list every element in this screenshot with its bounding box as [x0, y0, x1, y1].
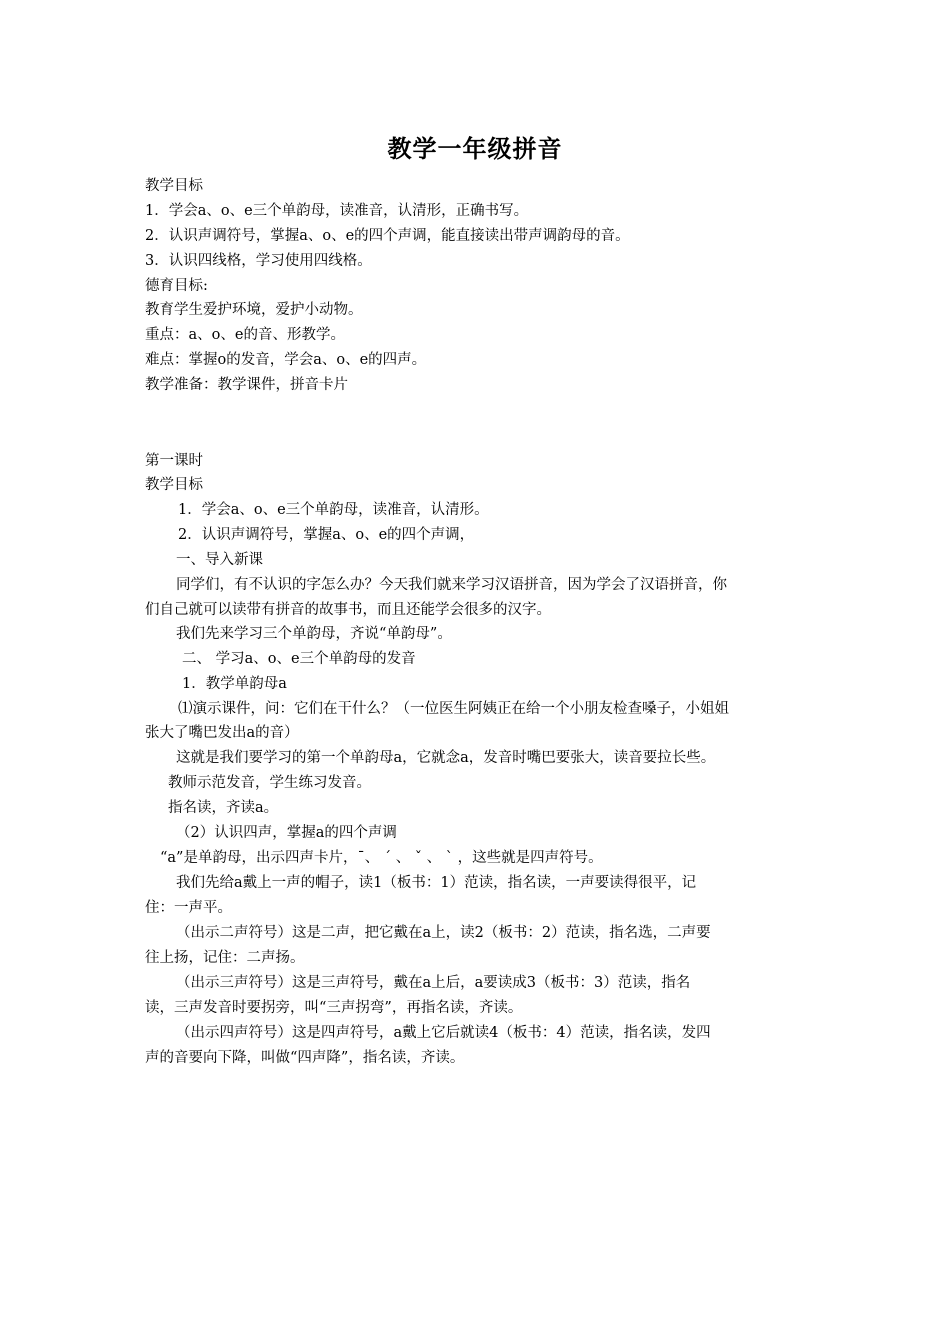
text-line: 教学目标 [145, 477, 203, 493]
text-line: 一、导入新课 [176, 552, 263, 568]
text-line: ⑴演示课件，问：它们在干什么？（一位医生阿姨正在给一个小朋友检查嗓子，小姐姐 [178, 701, 729, 717]
text-line: 二、 学习a、o、e三个单韵母的发音 [182, 651, 416, 667]
text-line: 们自己就可以读带有拼音的故事书，而且还能学会很多的汉字。 [145, 602, 551, 618]
text-line: 2．认识声调符号，掌握a、o、e的四个声调， [178, 527, 475, 543]
text-line: 我们先来学习三个单韵母，齐说“单韵母”。 [176, 626, 452, 642]
text-line: 我们先给a戴上一声的帽子，读1（板书：1）范读，指名读，一声要读得很平，记 [176, 875, 697, 891]
text-line: 这就是我们要学习的第一个单韵母a，它就念a，发音时嘴巴要张大，读音要拉长些。 [176, 750, 716, 766]
text-line: 1．教学单韵母a [182, 676, 287, 692]
text-line: 难点：掌握o的发音，学会a、o、e的四声。 [145, 352, 427, 368]
text-line: 德育目标: [145, 278, 208, 294]
text-line: 1．学会a、o、e三个单韵母，读准音，认清形。 [178, 502, 489, 518]
text-line: 教学准备：教学课件，拼音卡片 [145, 377, 348, 393]
text-line: 重点：a、o、e的音、形教学。 [145, 327, 345, 343]
text-line: 声的音要向下降，叫做“四声降”，指名读，齐读。 [145, 1050, 465, 1066]
document-title: 教学一年级拼音 [387, 134, 563, 163]
text-line: （出示三声符号）这是三声符号，戴在a上后，a要读成3（板书：3）范读，指名 [176, 975, 691, 991]
text-line: 教师示范发音，学生练习发音。 [168, 775, 371, 791]
text-line: 读，三声发音时要拐旁，叫“三声拐弯”，再指名读，齐读。 [145, 1000, 523, 1016]
text-line: （出示四声符号）这是四声符号，a戴上它后就读4（板书：4）范读，指名读，发四 [176, 1025, 711, 1041]
text-line: 教育学生爱护环境，爱护小动物。 [145, 302, 363, 318]
text-line: 第一课时 [145, 453, 203, 469]
text-line: 指名读，齐读a。 [168, 800, 279, 816]
text-line: 3．认识四线格，学习使用四线格。 [145, 253, 372, 269]
text-line: 往上扬，记住：二声扬。 [145, 950, 305, 966]
text-line: （出示二声符号）这是二声，把它戴在a上，读2（板书：2）范读，指名选，二声要 [176, 925, 711, 941]
text-line: 教学目标 [145, 178, 203, 194]
text-line: 1．学会a、o、e三个单韵母，读准音，认清形，正确书写。 [145, 203, 529, 219]
text-line: （2）认识四声，掌握a的四个声调 [176, 825, 397, 841]
text-line: 2．认识声调符号，掌握a、o、e的四个声调，能直接读出带声调韵母的音。 [145, 228, 630, 244]
text-line: 张大了嘴巴发出a的音） [145, 725, 299, 741]
text-line: 住：一声平。 [145, 900, 232, 916]
text-line: “a”是单韵母，出示四声卡片，ˉ、 ˊ 、 ˇ 、 ˋ ，这些就是四声符号。 [160, 850, 603, 866]
text-line: 同学们，有不认识的字怎么办？今天我们就来学习汉语拼音，因为学会了汉语拼音，你 [176, 577, 727, 593]
